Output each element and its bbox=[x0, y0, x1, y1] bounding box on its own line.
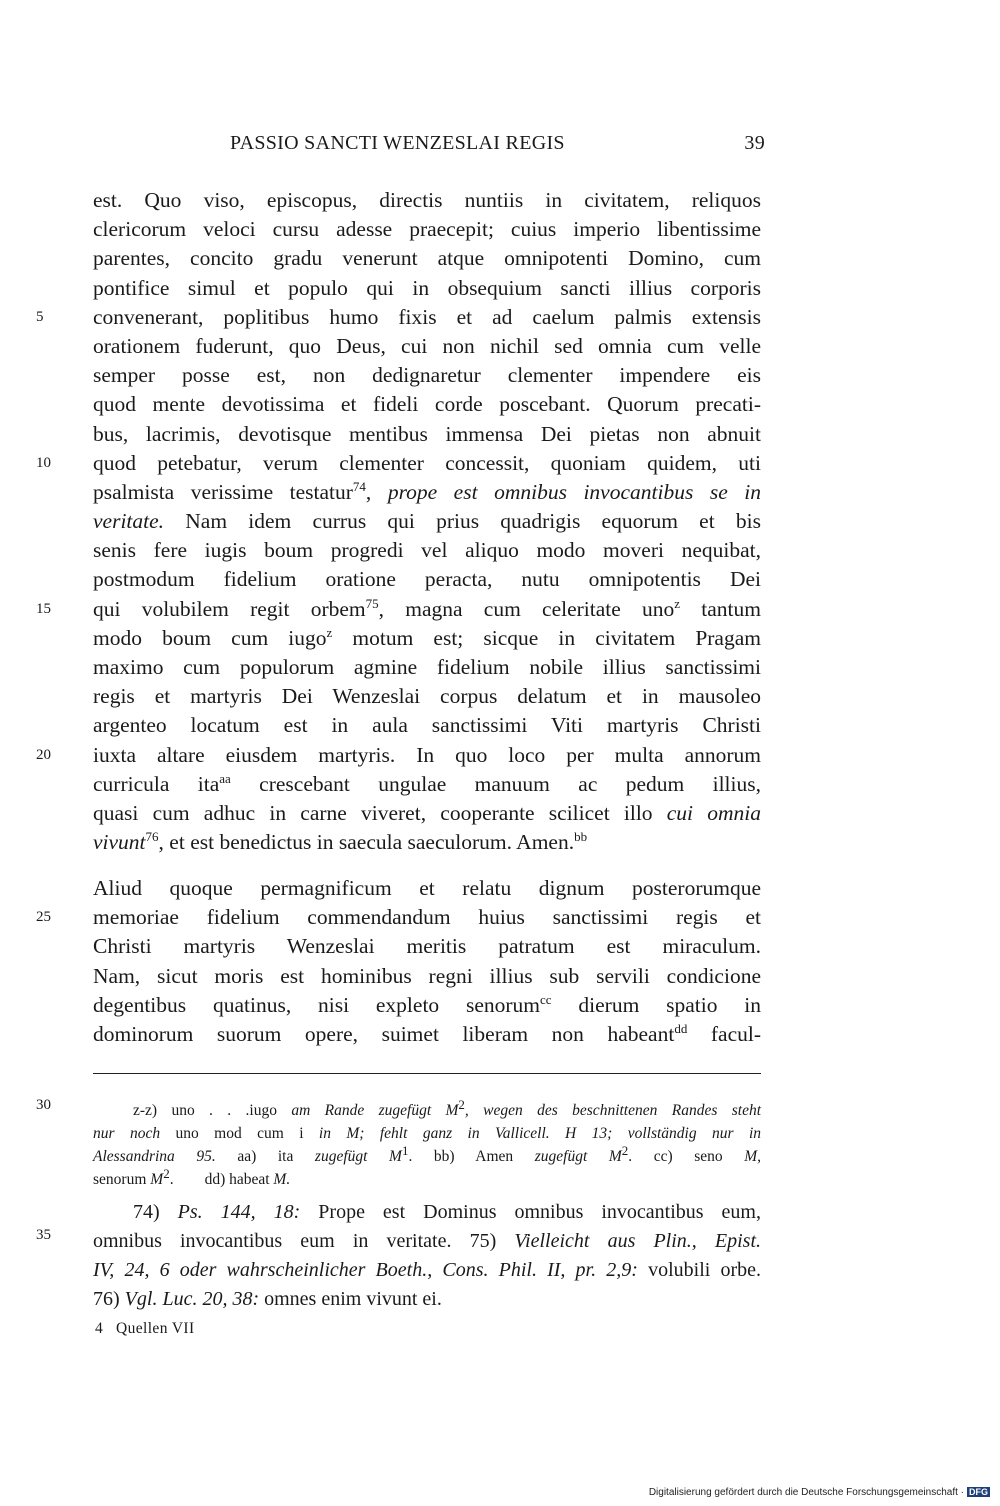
page-number: 39 bbox=[744, 132, 765, 154]
commentary-line: IV, 24, 6 oder wahrscheinlicher Boeth., Cons. Phil. II, pr. 2,9: volubili orbe. bbox=[93, 1259, 761, 1281]
commentary-notes bbox=[93, 1198, 761, 1314]
main-text-paragraph-2 bbox=[93, 874, 761, 1049]
text-line: psalmista verissime testatur$^{74}$, prope est omnibus invocantibus se in bbox=[93, 478, 761, 504]
text-line: clericorum veloci cursu adesse praecepit; cuius imperio libentissime bbox=[93, 217, 761, 242]
text-line: Aliud quoque permagnificum et relatu dignum posterorumque bbox=[93, 876, 761, 900]
text-line: maximo cum populorum agmine fidelium nobile illius sanctissimi bbox=[93, 655, 761, 679]
text-line: est. Quo viso, episcopus, directis nuntiis in civitatem, reliquos bbox=[93, 188, 761, 212]
text-line: parentes, concito gradu venerunt atque omnipotenti Domino, cum bbox=[93, 246, 761, 271]
line-number: 35 bbox=[36, 1227, 51, 1243]
apparatus-line: senorum $M^2$. dd) habeat M. bbox=[93, 1165, 291, 1188]
text-line: iuxta altare eiusdem martyris. In quo loco per multa annorum bbox=[93, 742, 761, 767]
text-line: quasi cum adhuc in carne viveret, cooperante scilicet illo cui omnia bbox=[93, 800, 761, 825]
text-line: regis et martyris Dei Wenzeslai corpus delatum et in mausoleo bbox=[93, 684, 761, 709]
apparatus-ref: dd bbox=[674, 1020, 688, 1036]
text-line: Christi martyris Wenzeslai meritis patratum est miraculum. bbox=[93, 934, 761, 959]
footnote-ref: 75 bbox=[365, 595, 379, 611]
apparatus-ref: z bbox=[674, 595, 681, 611]
text-line: senis fere iugis boum progredi vel aliquo modo moveri nequibat, bbox=[93, 538, 761, 563]
text-line: degentibus quatinus, nisi expleto senorum$^{cc}$ dierum spatio in bbox=[93, 991, 761, 1017]
line-number: 10 bbox=[36, 455, 51, 471]
text-line: pontifice simul et populo qui in obsequium sancti illius corporis bbox=[93, 275, 761, 300]
dfg-logo: DFG bbox=[969, 1487, 988, 1497]
line-number: 20 bbox=[36, 747, 51, 763]
running-title: PASSIO SANCTI WENZESLAI REGIS bbox=[230, 132, 565, 154]
apparatus-line: Alessandrina 95. aa) ita zugefügt $M^1$. bb) Amen zugefügt $M^2$. cc) seno M, bbox=[93, 1142, 761, 1165]
line-number: 15 bbox=[36, 601, 51, 617]
line-number: 30 bbox=[36, 1097, 51, 1113]
text-line: argenteo locatum est in aula sanctissimi Viti martyris Christi bbox=[93, 713, 761, 738]
apparatus-ref: aa bbox=[219, 770, 231, 786]
text-line: Nam, sicut moris est hominibus regni illius sub servili condicione bbox=[93, 963, 761, 988]
dfg-credit: Digitalisierung gefördert durch die Deutsche Forschungsgemeinschaft · DFG bbox=[648, 1487, 988, 1498]
text-line: veritate. Nam idem currus qui prius quadrigis equorum et bis bbox=[93, 509, 761, 534]
text-line: curricula ita$^{aa}$ crescebant ungulae manuum ac pedum illius, bbox=[93, 770, 761, 796]
apparatus-ref: z bbox=[326, 624, 333, 640]
critical-apparatus bbox=[93, 1096, 762, 1191]
apparatus-ref: bb bbox=[574, 828, 588, 844]
apparatus-ref: cc bbox=[540, 991, 552, 1007]
commentary-line: 74) Ps. 144, 18: Prope est Dominus omnibus invocantibus eum, bbox=[133, 1201, 761, 1223]
line-number: 25 bbox=[36, 909, 51, 925]
text-line: postmodum fidelium oratione peracta, nutu omnipotentis Dei bbox=[93, 567, 761, 592]
text-line: qui volubilem regit orbem$^{75}$, magna cum celeritate uno$^z$ tantum bbox=[93, 595, 761, 621]
signature-mark: 4 Quellen VII bbox=[95, 1320, 195, 1337]
line-number: 5 bbox=[36, 309, 44, 325]
footnote-ref: 76 bbox=[145, 828, 159, 844]
footnote-separator bbox=[93, 1073, 761, 1074]
text-line: quod petebatur, verum clementer concessit, quoniam quidem, uti bbox=[93, 450, 761, 475]
text-line: semper posse est, non dedignaretur clementer impendere eis bbox=[93, 363, 761, 388]
commentary-line: 76) Vgl. Luc. 20, 38: omnes enim vivunt ei. bbox=[93, 1288, 442, 1310]
footnote-ref: 74 bbox=[352, 478, 366, 494]
main-text-paragraph-1 bbox=[93, 186, 761, 857]
apparatus-line: nur noch uno mod cum i in M; fehlt ganz in Vallicell. H 13; vollständig nur in bbox=[93, 1125, 761, 1142]
text-line: quod mente devotissima et fideli corde poscebant. Quorum precati- bbox=[93, 392, 761, 417]
commentary-line: omnibus invocantibus eum in veritate. 75) Vielleicht aus Plin., Epist. bbox=[93, 1230, 761, 1252]
text-line: bus, lacrimis, devotisque mentibus immensa Dei pietas non abnuit bbox=[93, 421, 761, 446]
text-line: memoriae fidelium commendandum huius sanctissimi regis et bbox=[93, 905, 761, 930]
text-line: orationem fuderunt, quo Deus, cui non nichil sed omnia cum velle bbox=[93, 333, 761, 358]
text-line: convenerant, poplitibus humo fixis et ad caelum palmis extensis bbox=[93, 304, 761, 329]
text-line: dominorum suorum opere, suimet liberam non habeant$^{dd}$ facul- bbox=[93, 1020, 762, 1046]
text-line: modo boum cum iugo$^z$ motum est; sicque in civitatem Pragam bbox=[93, 624, 761, 650]
text-line: vivunt$^{76}$, et est benedictus in saecula saeculorum. Amen.$^{bb}$ bbox=[93, 828, 588, 855]
apparatus-line: z-z) uno . . .iugo am Rande zugefügt $M^2$, wegen des beschnittenen Randes steht bbox=[133, 1096, 762, 1119]
